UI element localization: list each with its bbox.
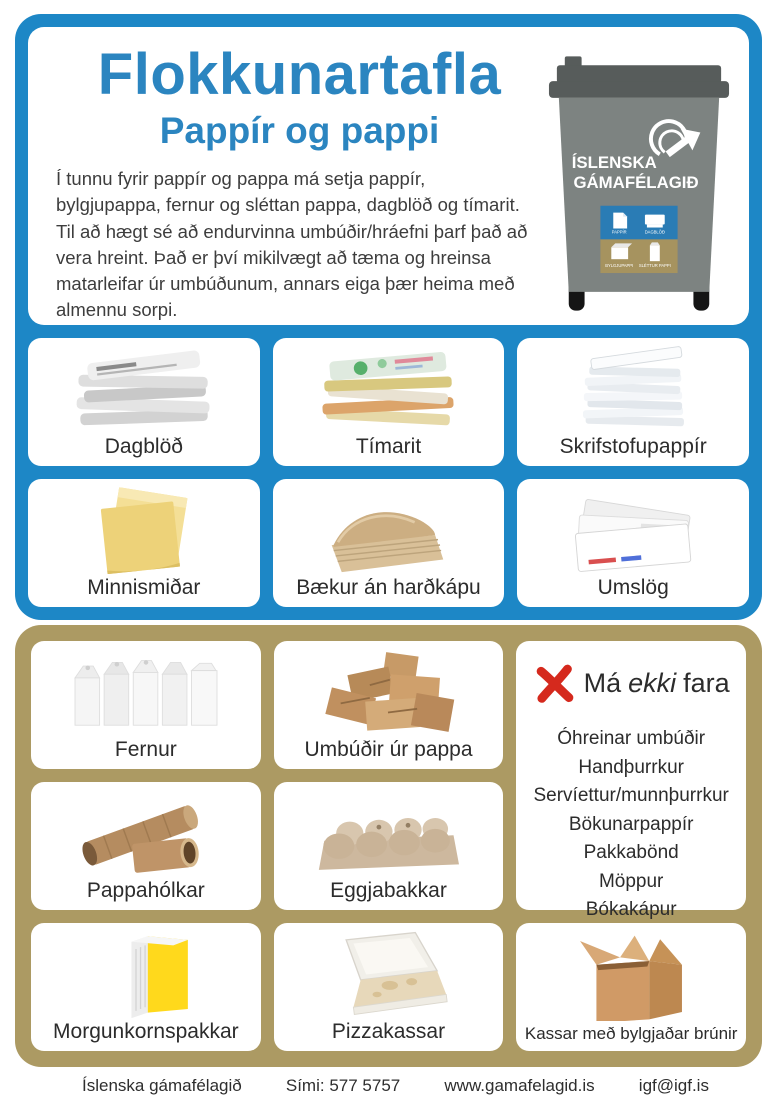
not-allowed-title-suffix: fara — [683, 667, 730, 698]
card-label: Skrifstofupappír — [559, 434, 707, 458]
card-label: Morgunkornspakkar — [53, 1019, 239, 1043]
card-label: Pappahólkar — [86, 878, 205, 902]
card-label: Umbúðir úr pappa — [304, 737, 473, 761]
footer-website: www.gamafelagid.is — [444, 1076, 595, 1095]
card-label: Dagblöð — [104, 434, 183, 458]
cardboard-section-tan — [15, 625, 762, 1067]
not-allowed-item: Bökunarpappír — [568, 813, 694, 835]
not-allowed-item: Möppur — [598, 870, 664, 892]
not-allowed-title-emphasis: ekki — [628, 667, 677, 698]
card-label: Umslög — [597, 575, 669, 599]
footer-phone: Sími: 577 5757 — [285, 1076, 401, 1095]
not-allowed-title-prefix: Má — [583, 667, 622, 698]
card-label: Kassar með bylgjaðar brúnir — [524, 1024, 738, 1044]
svg-text:ÍSLENSKA: ÍSLENSKA — [571, 153, 657, 173]
card-label: Eggjabakkar — [330, 878, 447, 902]
recycling-bin-illustration — [543, 37, 735, 319]
card-skrifstofupappir — [517, 338, 749, 466]
header-text — [56, 37, 543, 319]
footer-company: Íslenska gámafélagið — [82, 1076, 242, 1095]
not-allowed-item: Óhreinar umbúðir — [557, 728, 706, 749]
cardboard-cards-grid — [31, 641, 746, 1051]
card-dagblod — [28, 338, 260, 466]
bin-sorting-sticker — [600, 206, 677, 273]
pizza-box-image — [279, 928, 499, 1021]
card-label: Tímarit — [355, 434, 422, 458]
card-kassar — [516, 923, 746, 1051]
card-minnismidar — [28, 479, 260, 607]
card-morgunkornspakkar — [31, 923, 261, 1051]
card-label: Bækur án harðkápu — [296, 575, 481, 599]
page-title: Flokkunartafla — [97, 42, 502, 107]
paper-section-blue — [15, 14, 762, 620]
not-allowed-item: Pakkabönd — [583, 842, 679, 863]
card-label: Fernur — [114, 737, 177, 761]
card-baekur — [273, 479, 505, 607]
header — [28, 27, 749, 325]
sticky-notes-image — [33, 484, 255, 577]
footer — [0, 1067, 777, 1096]
wheelie-bin-icon — [545, 51, 733, 313]
red-x-icon — [533, 661, 577, 705]
poster-page — [0, 14, 777, 1096]
svg-text:BYLGJUPAPPI: BYLGJUPAPPI — [605, 263, 634, 269]
svg-text:PAPPÍR: PAPPÍR — [611, 229, 627, 235]
card-fernur — [31, 641, 261, 769]
cardboard-tubes-image — [36, 787, 256, 880]
not-allowed-item: Bókakápur — [585, 899, 677, 920]
paperback-book-image — [278, 484, 500, 577]
card-label: Pizzakassar — [331, 1019, 446, 1043]
magazines-image — [278, 343, 500, 436]
card-pizzakassar — [274, 923, 504, 1051]
not-allowed-list — [533, 725, 728, 925]
card-umslog — [517, 479, 749, 607]
not-allowed-title — [533, 661, 730, 705]
card-umbudir — [274, 641, 504, 769]
not-allowed-item: Servíettur/munnþurrkur — [533, 785, 729, 806]
card-eggjabakkar — [274, 782, 504, 910]
not-allowed-item: Handþurrkur — [578, 756, 684, 778]
open-box-image — [521, 928, 741, 1025]
office-paper-image — [522, 343, 744, 436]
egg-carton-image — [279, 787, 499, 880]
intro-paragraph: Í tunnu fyrir pappír og pappa má setja pappír, bylgjupappa, fernur og sléttan pappa, dagblöð og tímarit. Til að hægt sé að endurvinna umbúðir/hráefni þarf það að vera hreint. Það er því mikilvægt að tæma og hreinsa matarleifar úr umbúðunum, annars eiga þær heima með almennu sorpi. — [56, 168, 528, 321]
footer-email: igf@igf.is — [638, 1076, 709, 1095]
envelopes-image — [522, 484, 744, 577]
card-label: Minnismiðar — [87, 575, 201, 599]
not-allowed-card — [516, 641, 746, 920]
cereal-box-image — [36, 928, 256, 1021]
cardboard-boxes-pile-image — [279, 646, 499, 739]
svg-text:GÁMAFÉLAGIÐ: GÁMAFÉLAGIÐ — [573, 172, 699, 192]
svg-text:SLÉTTUR PAPPI: SLÉTTUR PAPPI — [638, 263, 671, 269]
card-timarit — [273, 338, 505, 466]
card-pappaholkar — [31, 782, 261, 910]
page-subtitle: Pappír og pappi — [159, 110, 440, 151]
svg-text:DAGBLÖÐ: DAGBLÖÐ — [644, 229, 665, 235]
newspapers-image — [33, 343, 255, 436]
paper-cards-grid — [28, 338, 749, 607]
cartons-image — [36, 646, 256, 739]
